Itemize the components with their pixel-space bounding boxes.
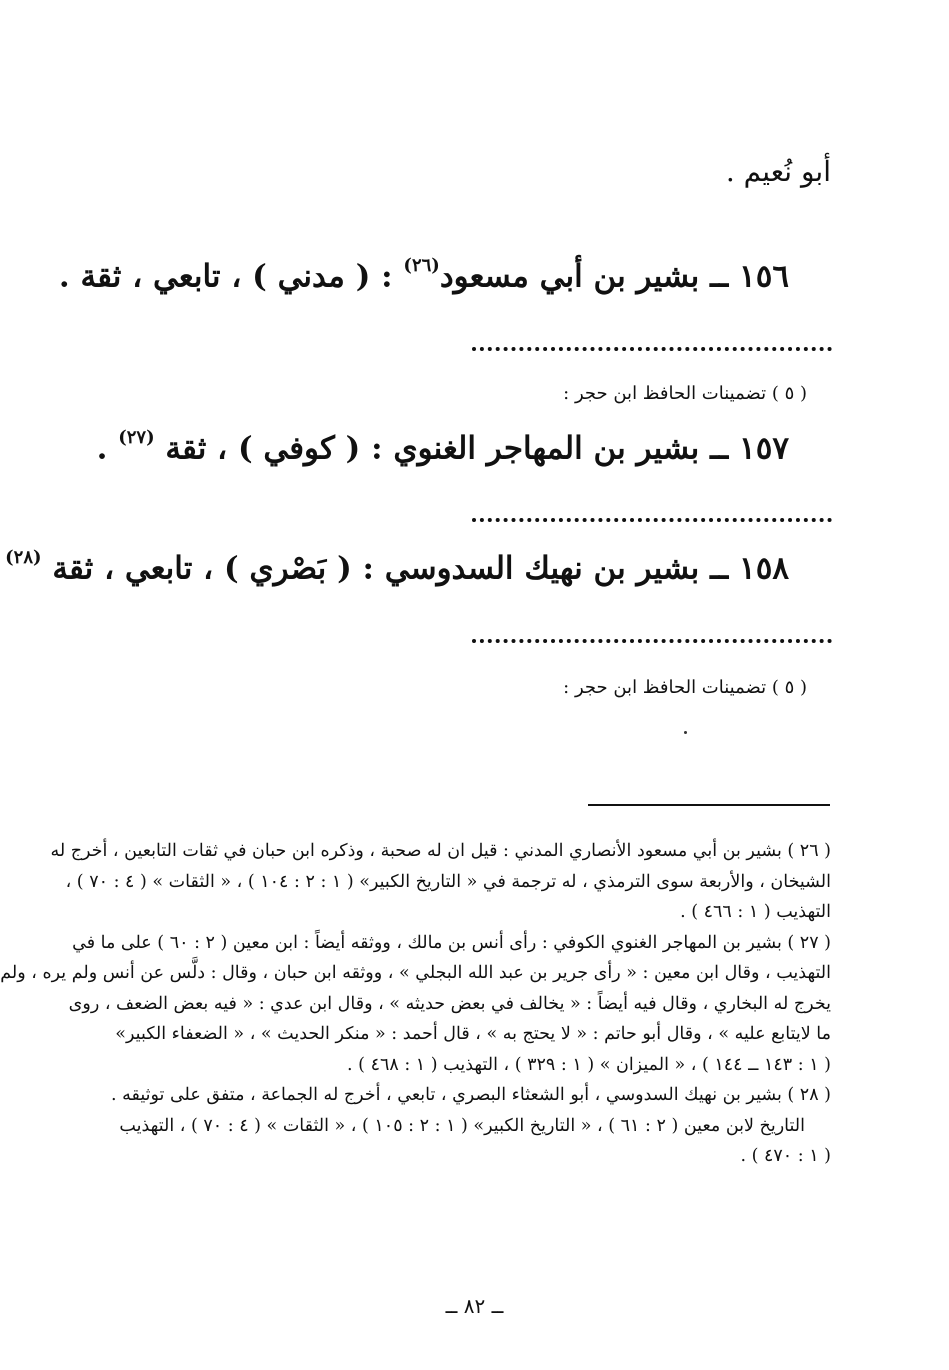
footnote-mark-28[interactable]: (٢٨)	[5, 547, 42, 568]
dotted-separator	[472, 518, 832, 522]
footnote-line: ( ٢٧ ) بشير بن المهاجر الغنوي الكوفي : رأى أنس بن مالك ، ووثقه أيضاً : ابن معين ( ٢ : ٦٠ ) على ما في	[72, 932, 831, 953]
ink-speck	[684, 731, 687, 734]
entry-156-name: ١٥٦ ــ بشير بن أبي مسعود	[439, 258, 789, 295]
footnote-line: التهذيب ( ١ : ٤٦٦ ) .	[680, 902, 831, 922]
footnote-line: التاريخ لابن معين ( ٢ : ٦١ ) ، « التاريخ الكبير» ( ١ : ٢ : ١٠٥ ) ، « الثقات » ( ٤ : ٧٠ ) ، التهذيب	[119, 1115, 805, 1136]
entry-157-name: ١٥٧ ــ بشير بن المهاجر الغنوي : ( كوفي ) ، ثقة	[165, 430, 789, 467]
footnote-separator-rule	[588, 804, 830, 806]
footnote-28	[81, 1080, 831, 1172]
footnote-line: ما لايتابع عليه » ، وقال أبو حاتم : « لا يحتج به » ، قال أحمد : « منكر الحديث » ، « الضعفاء الكبير»	[115, 1024, 831, 1044]
footnotes-section	[0, 836, 831, 1172]
dotted-separator	[472, 347, 832, 351]
footnote-27	[0, 928, 831, 1081]
entry-156-description: : ( مدني ) ، تابعي ، ثقة .	[58, 258, 393, 295]
side-note-158: ( ٥ ) تضمينات الحافظ ابن حجر :	[563, 677, 807, 698]
entry-158	[0, 540, 789, 590]
entry-157	[97, 420, 789, 470]
side-note-156: ( ٥ ) تضمينات الحافظ ابن حجر :	[563, 383, 807, 404]
footnote-line: ( ٢٦ ) بشير بن أبي مسعود الأنصاري المدني : قيل ان له صحبة ، وذكره ابن حبان في ثقات التابعين ، أخرج له	[50, 841, 831, 861]
footnote-mark-27[interactable]: (٢٧)	[118, 427, 155, 448]
entry-156	[59, 248, 789, 298]
page-number: ــ ٨٢ ــ	[445, 1294, 504, 1318]
footnote-line: ( ١ : ١٤٣ ــ ١٤٤ ) ، « الميزان » ( ١ : ٣٢٩ ) ، التهذيب ( ١ : ٤٦٨ ) .	[347, 1054, 831, 1075]
footnote-line: ( ١ : ٤٧٠ ) .	[740, 1146, 831, 1166]
footnote-line: الشيخان ، والأربعة سوى الترمذي ، له ترجمة في « التاريخ الكبير» ( ١ : ٢ : ١٠٤ ) ، « الثقات » ( ٤ : ٧٠ ) ،	[65, 871, 831, 892]
footnote-mark-26[interactable]: (٢٦)	[403, 255, 440, 276]
dotted-separator	[472, 639, 832, 643]
footnote-line: ( ٢٨ ) بشير بن نهيك السدوسي ، أبو الشعثاء البصري ، تابعي ، أخرج له الجماعة ، متفق على توثيقه .	[110, 1085, 831, 1105]
entry-157-end: .	[96, 430, 108, 467]
footnote-line: التهذيب ، وقال ابن معين : « رأى جرير بن عبد الله البجلي » ، ووثقه ابن حبان ، وقال : دلَّس عن أنس ولم يره ، ولم	[0, 963, 831, 983]
continuation-text: أبو نُعيم .	[725, 155, 831, 188]
footnote-26	[50, 836, 831, 928]
footnote-line: يخرج له البخاري ، وقال فيه أيضاً : « يخالف في بعض حديثه » ، وقال ابن عدي : « فيه بعض الضعف ، روى	[68, 993, 831, 1014]
entry-158-name: ١٥٨ ــ بشير بن نهيك السدوسي : ( بَصْري ) ، تابعي ، ثقة	[52, 550, 789, 587]
